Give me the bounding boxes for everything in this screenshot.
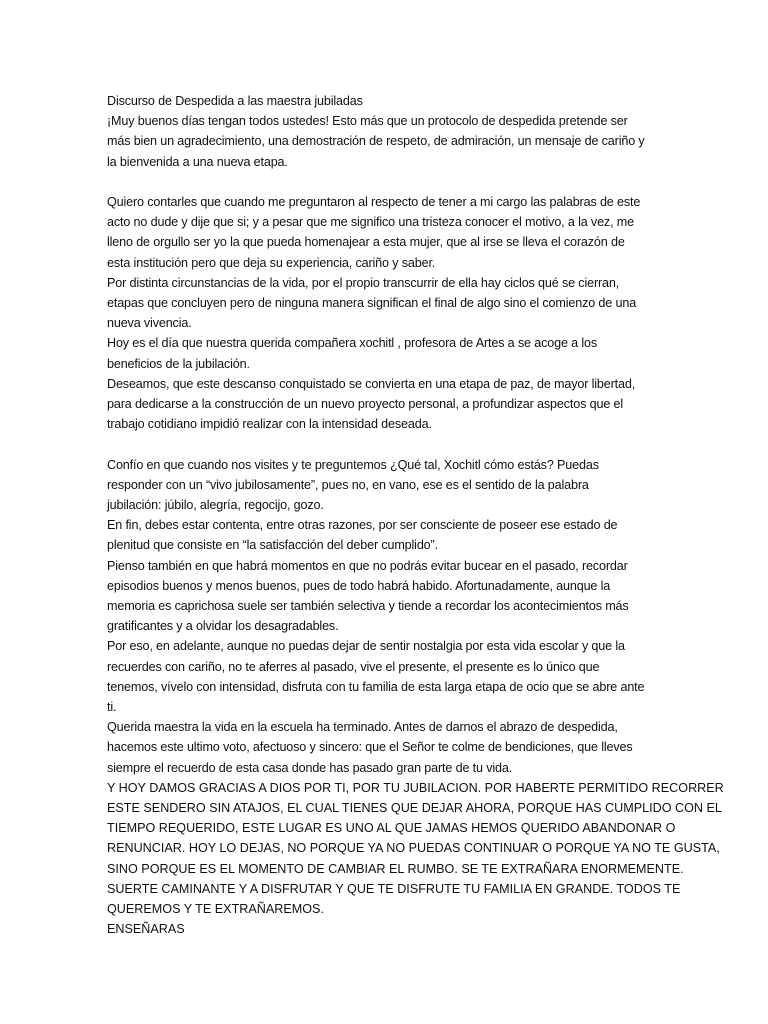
paragraph-greeting bbox=[107, 111, 667, 172]
text-line: QUEREMOS Y TE EXTRAÑAREMOS. bbox=[107, 902, 324, 917]
paragraph-wishes bbox=[107, 374, 667, 435]
text-line: recuerdes con cariño, no te aferres al pasado, vive el presente, el presente es lo único que bbox=[107, 659, 600, 674]
text-line: Confío en que cuando nos visites y te preguntemos ¿Qué tal, Xochitl cómo estás? Puedas bbox=[107, 457, 599, 472]
text-line: En fin, debes estar contenta, entre otras razones, por ser consciente de poseer ese estado de bbox=[107, 518, 618, 533]
paragraph-gap bbox=[107, 172, 667, 192]
text-line: RENUNCIAR. HOY LO DEJAS, NO PORQUE YA NO PUEDAS CONTINUAR O PORQUE YA NO TE GUSTA, bbox=[107, 841, 720, 856]
text-line: Por eso, en adelante, aunque no puedas dejar de sentir nostalgia por esta vida escolar y que la bbox=[107, 639, 625, 654]
text-line: Pienso también en que habrá momentos en que no podrás evitar bucear en el pasado, recordar bbox=[107, 558, 628, 573]
text-line: ¡Muy buenos días tengan todos ustedes! Esto más que un protocolo de despedida pretende ser bbox=[107, 114, 628, 129]
text-line: plenitud que consiste en “la satisfacción del deber cumplido”. bbox=[107, 538, 438, 553]
text-line: Hoy es el día que nuestra querida compañera xochitl , profesora de Artes a se acoge a los bbox=[107, 336, 598, 351]
text-line: siempre el recuerdo de esta casa donde has pasado gran parte de tu vida. bbox=[107, 760, 513, 775]
paragraph-intro bbox=[107, 192, 667, 273]
text-line: trabajo cotidiano impidió realizar con la intensidad deseada. bbox=[107, 417, 432, 432]
text-line: más bien un agradecimiento, una demostración de respeto, de admiración, un mensaje de cariño y bbox=[107, 134, 645, 149]
text-line: nueva vivencia. bbox=[107, 316, 192, 331]
text-line: SUERTE CAMINANTE Y A DISFRUTAR Y QUE TE DISFRUTE TU FAMILIA EN GRANDE. TODOS TE bbox=[107, 881, 681, 896]
paragraph-today bbox=[107, 333, 667, 373]
paragraph-gap bbox=[107, 434, 667, 454]
text-line: memoria es caprichosa suele ser también selectiva y tiende a recordar los acontecimientos más bbox=[107, 599, 629, 614]
text-line: responder con un “vivo jubilosamente”, pues no, en vano, ese es el sentido de la palabra bbox=[107, 477, 589, 492]
text-line: para dedicarse a la construcción de un nuevo proyecto personal, a profundizar aspectos que el bbox=[107, 397, 624, 412]
text-line: ENSEÑARAS bbox=[107, 922, 185, 937]
document-title bbox=[107, 91, 667, 111]
text-line: la bienvenida a una nueva etapa. bbox=[107, 154, 288, 169]
text-line: jubilación: júbilo, alegría, regocijo, gozo. bbox=[107, 498, 324, 513]
text-line: acto no dude y dije que si; y a pesar que me significo una tristeza conocer el motivo, a la vez, me bbox=[107, 215, 634, 230]
document-body bbox=[107, 91, 724, 940]
text-line: Quiero contarles que cuando me preguntaron al respecto de tener a mi cargo las palabras de este bbox=[107, 195, 641, 209]
text-line: esta institución pero que deja su experiencia, cariño y saber. bbox=[107, 255, 436, 270]
text-line: Deseamos, que este descanso conquistado se convierta en una etapa de paz, de mayor libertad, bbox=[107, 376, 636, 391]
paragraph-querida bbox=[107, 717, 667, 778]
text-line: ESTE SENDERO SIN ATAJOS, EL CUAL TIENES QUE DEJAR AHORA, PORQUE HAS CUMPLIDO CON EL bbox=[107, 801, 722, 816]
paragraph-closing-uppercase bbox=[107, 778, 724, 940]
text-line: Y HOY DAMOS GRACIAS A DIOS POR TI, POR TU JUBILACION. POR HABERTE PERMITIDO RECORRER bbox=[107, 780, 724, 795]
text-line: Por distinta circunstancias de la vida, por el propio transcurrir de ella hay ciclos qué se cierran, bbox=[107, 275, 620, 290]
text-line: tenemos, vívelo con intensidad, disfruta con tu familia de esta larga etapa de ocio que se abre ante bbox=[107, 679, 645, 694]
text-line: Querida maestra la vida en la escuela ha terminado. Antes de darnos el abrazo de despedida, bbox=[107, 720, 618, 735]
text-line: beneficios de la jubilación. bbox=[107, 356, 250, 371]
text-line: TIEMPO REQUERIDO, ESTE LUGAR ES UNO AL QUE JAMAS HEMOS QUERIDO ABANDONAR O bbox=[107, 821, 676, 836]
text-line: ti. bbox=[107, 700, 117, 715]
text-line: hacemos este ultimo voto, afectuoso y sincero: que el Señor te colme de bendiciones, que lleves bbox=[107, 740, 633, 755]
paragraph-cycles bbox=[107, 273, 667, 334]
paragraph-pienso bbox=[107, 556, 667, 637]
text-line: gratificantes y a olvidar los desagradables. bbox=[107, 619, 339, 634]
paragraph-en-fin bbox=[107, 515, 667, 555]
paragraph-por-eso bbox=[107, 636, 667, 717]
text-line: etapas que concluyen pero de ninguna manera significan el final de algo sino el comienzo de una bbox=[107, 296, 637, 311]
text-line: episodios buenos y menos buenos, pues de todo habrá habido. Afortunadamente, aunque la bbox=[107, 578, 611, 593]
title-line: Discurso de Despedida a las maestra jubiladas bbox=[107, 94, 363, 108]
text-line: SINO PORQUE ES EL MOMENTO DE CAMBIAR EL RUMBO. SE TE EXTRAÑARA ENORMEMENTE. bbox=[107, 861, 684, 876]
paragraph-confio bbox=[107, 455, 667, 516]
text-line: lleno de orgullo ser yo la que pueda homenajear a esta mujer, que al irse se lleva el corazón de bbox=[107, 235, 625, 250]
